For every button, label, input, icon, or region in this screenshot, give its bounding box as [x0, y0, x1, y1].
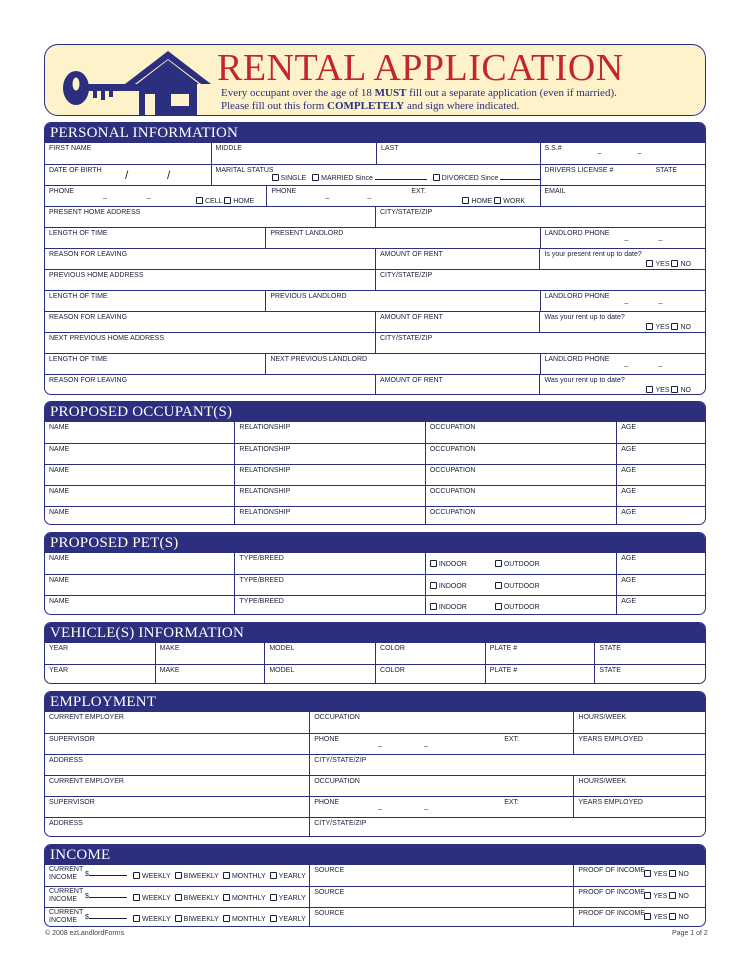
home-phone-checkbox[interactable]: HOME — [462, 198, 492, 205]
present-length-field[interactable]: LENGTH OF TIME — [49, 230, 108, 237]
vehicle-year-field[interactable]: YEAR — [49, 645, 69, 652]
pet-name-field[interactable]: NAME — [49, 577, 70, 584]
pet-type-field[interactable]: TYPE/BREED — [234, 575, 424, 595]
current-employer-field[interactable]: CURRENT EMPLOYER — [49, 778, 124, 785]
monthly-checkbox[interactable]: MONTHLY — [223, 894, 266, 903]
vehicle-row — [45, 643, 705, 664]
years-employed-field[interactable]: YEARS EMPLOYED — [573, 797, 705, 817]
pet-row — [45, 574, 705, 595]
next-previous-address-field[interactable]: NEXT PREVIOUS HOME ADDRESS — [49, 335, 165, 342]
section-title: PROPOSED PET(S) — [45, 533, 705, 553]
occupant-relationship-field[interactable]: RELATIONSHIP — [234, 486, 424, 506]
occupant-row — [45, 464, 705, 485]
proposed-pets-section — [44, 532, 706, 615]
vehicle-make-field[interactable]: MAKE — [155, 643, 265, 664]
last-name-field[interactable]: LAST — [376, 143, 540, 164]
vehicle-state-field[interactable]: STATE — [594, 665, 705, 684]
occupant-occupation-field[interactable]: OCCUPATION — [425, 444, 616, 464]
date-of-birth-field[interactable]: DATE OF BIRTH / / — [49, 167, 171, 182]
present-amount-field[interactable]: AMOUNT OF RENT — [375, 249, 540, 269]
next-previous-landlord-phone-field[interactable]: LANDLORD PHONE _ _ — [540, 354, 706, 374]
proof-of-income-field: PROOF OF INCOME YES NO — [573, 865, 705, 886]
employment-section — [44, 691, 706, 837]
previous-rent-up-to-date: Was your rent up to date? YES NO — [539, 312, 705, 332]
current-income-field[interactable]: CURRENT INCOME $ WEEKLY BIWEEKLY MONTHLY YEARLY — [49, 866, 306, 881]
pet-name-field[interactable]: NAME — [49, 598, 70, 605]
monthly-checkbox[interactable]: MONTHLY — [223, 915, 266, 924]
outdoor-checkbox[interactable]: OUTDOOR — [495, 561, 540, 568]
pet-type-field[interactable]: TYPE/BREED — [234, 596, 424, 615]
supervisor-field[interactable]: SUPERVISOR — [49, 799, 95, 806]
proof-no-checkbox[interactable]: NO — [669, 871, 689, 878]
pet-location-field — [425, 575, 616, 595]
occupant-relationship-field[interactable]: RELATIONSHIP — [234, 507, 424, 525]
drivers-license-field[interactable]: DRIVERS LICENSE # STATE — [540, 165, 706, 185]
previous-address-field[interactable]: PREVIOUS HOME ADDRESS — [49, 272, 144, 279]
section-title: EMPLOYMENT — [45, 692, 705, 712]
vehicles-section — [44, 622, 706, 684]
pet-location-field — [425, 553, 616, 574]
occupant-row — [45, 485, 705, 506]
proof-yes-checkbox[interactable]: YES — [644, 893, 667, 900]
divorced-checkbox[interactable]: DIVORCED Since — [433, 174, 540, 183]
pet-type-field[interactable]: TYPE/BREED — [234, 553, 424, 574]
employment-phone-field[interactable]: PHONE _ _ EXT: — [309, 734, 573, 754]
vehicle-state-field[interactable]: STATE — [594, 643, 705, 664]
next-previous-city-field[interactable]: CITY/STATE/ZIP — [375, 333, 705, 353]
present-city-field[interactable]: CITY/STATE/ZIP — [375, 207, 705, 227]
vehicle-make-field[interactable]: MAKE — [155, 665, 265, 684]
occupant-name-field[interactable]: NAME — [49, 488, 70, 495]
current-income-field[interactable]: CURRENT INCOME $ WEEKLY BIWEEKLY MONTHLY YEARLY — [49, 909, 306, 924]
vehicle-model-field[interactable]: MODEL — [264, 665, 375, 684]
occupant-occupation-field[interactable]: OCCUPATION — [425, 486, 616, 506]
hours-per-week-field[interactable]: HOURS/WEEK — [573, 776, 705, 796]
income-row — [45, 886, 705, 907]
income-source-field[interactable]: SOURCE — [309, 865, 573, 886]
proposed-occupants-section — [44, 401, 706, 525]
employment-occupation-field[interactable]: OCCUPATION — [309, 776, 573, 796]
occupant-age-field[interactable]: AGE — [616, 486, 705, 506]
previous-landlord-phone-field[interactable]: LANDLORD PHONE _ _ — [540, 291, 706, 311]
ssn-field[interactable]: S.S.# _ _ — [540, 143, 706, 164]
employer-city-field[interactable]: CITY/STATE/ZIP — [309, 755, 705, 775]
next-previous-rent-up-to-date: Was your rent up to date? YES NO — [539, 375, 705, 395]
indoor-checkbox[interactable]: INDOOR — [430, 561, 467, 568]
email-field[interactable]: EMAIL — [540, 186, 706, 206]
occupant-age-field[interactable]: AGE — [616, 465, 705, 485]
present-landlord-field[interactable]: PRESENT LANDLORD — [265, 228, 539, 248]
income-source-field[interactable]: SOURCE — [309, 887, 573, 907]
hours-per-week-field[interactable]: HOURS/WEEK — [573, 712, 705, 733]
cell-checkbox[interactable]: CELL — [196, 198, 222, 205]
section-title: VEHICLE(S) INFORMATION — [45, 623, 705, 643]
home-checkbox[interactable]: HOME — [224, 198, 254, 205]
yearly-checkbox[interactable]: YEARLY — [270, 915, 306, 924]
weekly-checkbox[interactable]: WEEKLY — [133, 894, 171, 903]
form-header — [44, 44, 706, 116]
vehicle-row — [45, 664, 705, 684]
years-employed-field[interactable]: YEARS EMPLOYED — [573, 734, 705, 754]
pet-row — [45, 553, 705, 574]
next-previous-reason-field[interactable]: REASON FOR LEAVING — [49, 377, 128, 384]
biweekly-checkbox[interactable]: BIWEEKLY — [175, 915, 219, 924]
employer-address-field[interactable]: ADDRESS — [49, 757, 83, 764]
occupant-age-field[interactable]: AGE — [616, 422, 705, 443]
copyright-notice: © 2008 ezLandlordForms — [45, 930, 125, 937]
phone-field-2[interactable]: PHONE _ _ EXT. HOME WORK — [266, 186, 539, 206]
income-source-field[interactable]: SOURCE — [309, 908, 573, 927]
marital-status-field: MARITAL STATUS SINGLE MARRIED Since DIVORCED Since — [211, 165, 540, 185]
proof-no-checkbox[interactable]: NO — [669, 893, 689, 900]
occupant-occupation-field[interactable]: OCCUPATION — [425, 507, 616, 525]
occupant-row — [45, 422, 705, 443]
present-address-field[interactable]: PRESENT HOME ADDRESS — [49, 209, 141, 216]
occupant-relationship-field[interactable]: RELATIONSHIP — [234, 465, 424, 485]
proof-yes-checkbox[interactable]: YES — [644, 871, 667, 878]
previous-reason-field[interactable]: REASON FOR LEAVING — [49, 314, 128, 321]
outdoor-checkbox[interactable]: OUTDOOR — [495, 583, 540, 590]
vehicle-plate-field[interactable]: PLATE # — [485, 665, 595, 684]
pet-row — [45, 595, 705, 615]
middle-name-field[interactable]: MIDDLE — [211, 143, 377, 164]
occupant-row — [45, 506, 705, 525]
pet-age-field[interactable]: AGE — [616, 596, 705, 615]
occupant-name-field[interactable]: NAME — [49, 446, 70, 453]
next-previous-amount-field[interactable]: AMOUNT OF RENT — [375, 375, 540, 395]
personal-information-section — [44, 122, 706, 395]
yearly-checkbox[interactable]: YEARLY — [270, 894, 306, 903]
occupant-relationship-field[interactable]: RELATIONSHIP — [234, 422, 424, 443]
present-reason-field[interactable]: REASON FOR LEAVING — [49, 251, 128, 258]
monthly-checkbox[interactable]: MONTHLY — [223, 872, 266, 881]
occupant-occupation-field[interactable]: OCCUPATION — [425, 465, 616, 485]
section-title: INCOME — [45, 845, 705, 865]
proof-of-income-field: PROOF OF INCOME YES NO — [573, 887, 705, 907]
income-section — [44, 844, 706, 927]
proof-no-checkbox[interactable]: NO — [669, 914, 689, 921]
next-previous-rent-no-checkbox[interactable]: NO — [671, 387, 691, 394]
vehicle-color-field[interactable]: COLOR — [375, 665, 485, 684]
previous-landlord-field[interactable]: PREVIOUS LANDLORD — [265, 291, 539, 311]
income-row — [45, 907, 705, 927]
employer-address-field[interactable]: ADDRESS — [49, 820, 83, 827]
previous-length-field[interactable]: LENGTH OF TIME — [49, 293, 108, 300]
supervisor-field[interactable]: SUPERVISOR — [49, 736, 95, 743]
pet-age-field[interactable]: AGE — [616, 575, 705, 595]
married-checkbox[interactable]: MARRIED Since — [312, 174, 427, 183]
proof-yes-checkbox[interactable]: YES — [644, 914, 667, 921]
occupant-name-field[interactable]: NAME — [49, 509, 70, 516]
pet-name-field[interactable]: NAME — [49, 555, 70, 562]
occupant-age-field[interactable]: AGE — [616, 507, 705, 525]
single-checkbox[interactable]: SINGLE — [272, 174, 307, 183]
occupant-name-field[interactable]: NAME — [49, 424, 70, 431]
weekly-checkbox[interactable]: WEEKLY — [133, 872, 171, 881]
vehicle-plate-field[interactable]: PLATE # — [485, 643, 595, 664]
pet-location-field — [425, 596, 616, 615]
present-rent-yes-checkbox[interactable]: YES — [646, 261, 669, 268]
yearly-checkbox[interactable]: YEARLY — [270, 872, 306, 881]
employment-occupation-field[interactable]: OCCUPATION — [309, 712, 573, 733]
phone-field-1[interactable]: PHONE _ _ CELL HOME — [49, 188, 255, 205]
page-number: Page 1 of 2 — [672, 930, 708, 937]
form-instructions: Every occupant over the age of 18 MUST fill out a separate application (even if married). Please fill out this form COMPLETELY and sign where indicated. — [221, 87, 617, 112]
pet-age-field[interactable]: AGE — [616, 553, 705, 574]
occupant-row — [45, 443, 705, 464]
current-employer-field[interactable]: CURRENT EMPLOYER — [49, 714, 124, 721]
income-row — [45, 865, 705, 886]
previous-rent-yes-checkbox[interactable]: YES — [646, 324, 669, 331]
employer-city-field[interactable]: CITY/STATE/ZIP — [309, 818, 705, 837]
outdoor-checkbox[interactable]: OUTDOOR — [495, 604, 540, 611]
previous-rent-no-checkbox[interactable]: NO — [671, 324, 691, 331]
present-rent-up-to-date: Is your present rent up to date? YES NO — [539, 249, 705, 269]
weekly-checkbox[interactable]: WEEKLY — [133, 915, 171, 924]
vehicle-model-field[interactable]: MODEL — [264, 643, 375, 664]
work-phone-checkbox[interactable]: WORK — [494, 198, 525, 205]
first-name-field[interactable]: FIRST NAME — [49, 145, 92, 152]
employment-phone-field[interactable]: PHONE _ _ EXT: — [309, 797, 573, 817]
occupant-relationship-field[interactable]: RELATIONSHIP — [234, 444, 424, 464]
section-title: PROPOSED OCCUPANT(S) — [45, 402, 705, 422]
vehicle-color-field[interactable]: COLOR — [375, 643, 485, 664]
form-title: RENTAL APPLICATION — [217, 47, 624, 89]
biweekly-checkbox[interactable]: BIWEEKLY — [175, 894, 219, 903]
vehicle-year-field[interactable]: YEAR — [49, 667, 69, 674]
next-previous-landlord-field[interactable]: NEXT PREVIOUS LANDLORD — [265, 354, 539, 374]
proof-of-income-field: PROOF OF INCOME YES NO — [573, 908, 705, 927]
section-title: PERSONAL INFORMATION — [45, 123, 705, 143]
current-income-field[interactable]: CURRENT INCOME $ WEEKLY BIWEEKLY MONTHLY YEARLY — [49, 888, 306, 903]
indoor-checkbox[interactable]: INDOOR — [430, 604, 467, 611]
next-previous-length-field[interactable]: LENGTH OF TIME — [49, 356, 108, 363]
present-rent-no-checkbox[interactable]: NO — [671, 261, 691, 268]
previous-amount-field[interactable]: AMOUNT OF RENT — [375, 312, 540, 332]
occupant-name-field[interactable]: NAME — [49, 467, 70, 474]
occupant-occupation-field[interactable]: OCCUPATION — [425, 422, 616, 443]
next-previous-rent-yes-checkbox[interactable]: YES — [646, 387, 669, 394]
biweekly-checkbox[interactable]: BIWEEKLY — [175, 872, 219, 881]
previous-city-field[interactable]: CITY/STATE/ZIP — [375, 270, 705, 290]
occupant-age-field[interactable]: AGE — [616, 444, 705, 464]
indoor-checkbox[interactable]: INDOOR — [430, 583, 467, 590]
present-landlord-phone-field[interactable]: LANDLORD PHONE _ _ — [540, 228, 706, 248]
